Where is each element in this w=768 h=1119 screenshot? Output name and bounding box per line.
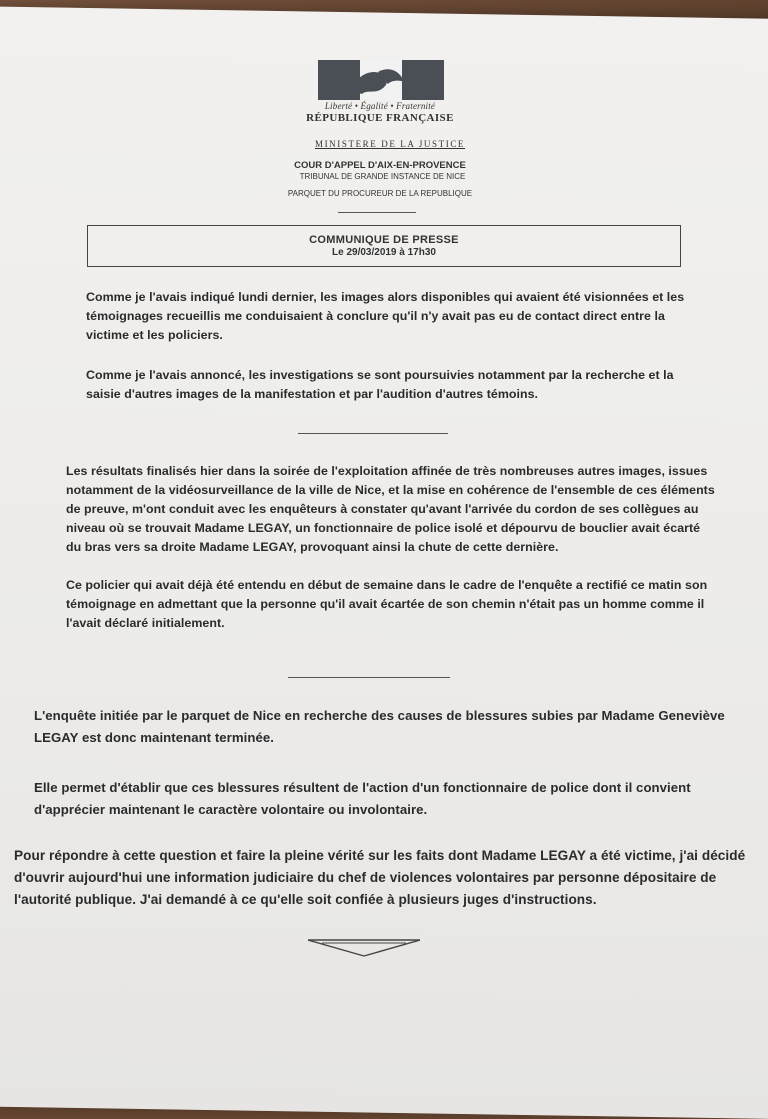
republic-motto: Liberté • Égalité • Fraternité <box>324 101 436 111</box>
paragraph-3: Les résultats finalisés hier dans la soirée de l'exploitation affinée de très nombreuses autres images, issues notamment de la vidéosurveillance de la ville de Nice, et la mise en cohérence de l'ensemble de ces éléments de preuve, m'ont conduit avec les enquêteurs à constater qu'avant l'arrivée du cordon de ses collègues au niveau où se trouvait Madame LEGAY, un fonctionnaire de police isolé et dépourvu de bouclier avait écarté du bras vers sa droite Madame LEGAY, provoquant ainsi la chute de cette dernière. <box>66 464 715 554</box>
paragraph-6: Elle permet d'établir que ces blessures résultent de l'action d'un fonctionnaire de police dont il convient d'apprécier maintenant le caractère volontaire ou involontaire. <box>34 780 691 817</box>
paragraph-2: Comme je l'avais annoncé, les investigations se sont poursuivies notamment par la recherche et la saisie d'autres images de la manifestation et par l'audition d'autres témoins. <box>86 368 674 401</box>
press-title: COMMUNIQUE DE PRESSE <box>309 234 459 246</box>
press-release-box <box>87 225 681 267</box>
parquet-name: PARQUET DU PROCUREUR DE LA REPUBLIQUE <box>287 189 473 198</box>
end-arrow-icon <box>308 938 420 958</box>
section-divider-2 <box>288 677 450 678</box>
paragraph-4: Ce policier qui avait déjà été entendu en début de semaine dans le cadre de l'enquête a rectifié ce matin son témoignage en admettant que la personne qu'il avait écartée de son chemin n'était pas un homme comme il l'avait déclaré initialement. <box>66 578 708 630</box>
header-divider <box>338 212 416 213</box>
paragraph-1: Comme je l'avais indiqué lundi dernier, les images alors disponibles qui avaient été visionnées et les témoignages recueillis me conduisaient à conclure qu'il n'y avait pas eu de contact direct entre la victime et les policiers. <box>86 290 685 342</box>
section-divider-1 <box>298 433 448 434</box>
ministry-name: MINISTERE DE LA JUSTICE <box>314 139 466 149</box>
republic-name: RÉPUBLIQUE FRANÇAISE <box>306 112 454 124</box>
paragraph-7: Pour répondre à cette question et faire la pleine vérité sur les faits dont Madame LEGAY a été victime, j'ai décidé d'ouvrir aujourd'hui une information judiciaire du chef de violences volontaires par personne dépositaire de l'autorité publique. J'ai demandé à ce qu'elle soit confiée à plusieurs juges d'instructions. <box>14 848 746 907</box>
press-date: Le 29/03/2019 à 17h30 <box>332 247 436 258</box>
marianne-logo <box>318 60 444 100</box>
paragraph-5: L'enquête initiée par le parquet de Nice en recherche des causes de blessures subies par Madame Geneviève LEGAY est donc maintenant terminée. <box>34 708 725 745</box>
court-name: COUR D'APPEL D'AIX-EN-PROVENCE <box>294 160 466 171</box>
tribunal-name: TRIBUNAL DE GRANDE INSTANCE DE NICE <box>299 172 466 181</box>
